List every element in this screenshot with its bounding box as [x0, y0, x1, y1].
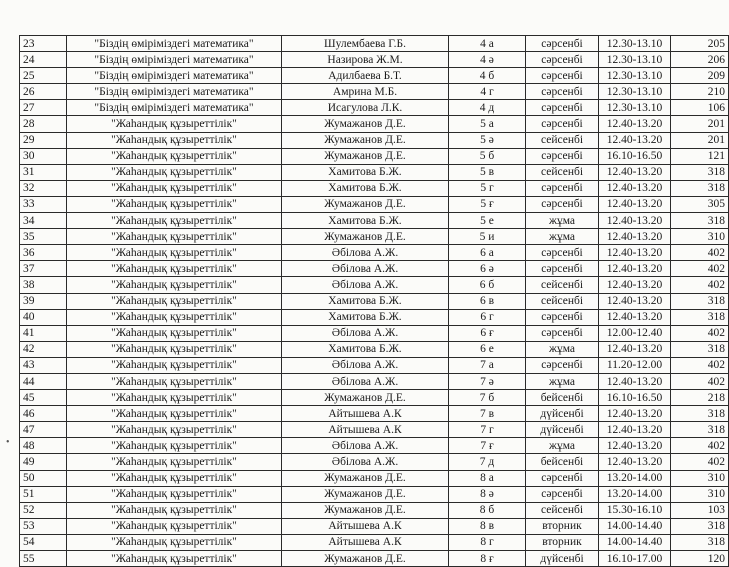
room-cell: 318 — [671, 309, 729, 325]
teacher-cell: Хамитова Б.Ж. — [282, 213, 449, 229]
class-cell: 6 ә — [449, 261, 526, 277]
room-cell: 106 — [671, 100, 729, 116]
time-cell: 12.30-13.10 — [599, 84, 671, 100]
weekday-cell: сәрсенбі — [526, 261, 599, 277]
time-cell: 12.40-13.20 — [599, 406, 671, 422]
table-row — [20, 148, 729, 164]
row-number-cell: 24 — [20, 52, 67, 68]
class-cell: 7 д — [449, 454, 526, 470]
time-cell: 12.40-13.20 — [599, 245, 671, 261]
course-name-cell: "Жаһандық құзыреттілік" — [67, 518, 282, 534]
room-cell: 318 — [671, 534, 729, 550]
row-number-cell: 45 — [20, 390, 67, 406]
weekday-cell: вторник — [526, 518, 599, 534]
room-cell: 120 — [671, 551, 729, 567]
teacher-cell: Хамитова Б.Ж. — [282, 293, 449, 309]
room-cell: 318 — [671, 518, 729, 534]
row-number-cell: 54 — [20, 534, 67, 550]
class-cell: 6 в — [449, 293, 526, 309]
time-cell: 12.40-13.20 — [599, 164, 671, 180]
course-name-cell: "Жаһандық құзыреттілік" — [67, 180, 282, 196]
room-cell: 402 — [671, 261, 729, 277]
room-cell: 206 — [671, 52, 729, 68]
time-cell: 11.20-12.00 — [599, 357, 671, 373]
room-cell: 103 — [671, 502, 729, 518]
time-cell: 12.40-13.20 — [599, 293, 671, 309]
weekday-cell: вторник — [526, 534, 599, 550]
teacher-cell: Айтышева А.К — [282, 534, 449, 550]
table-row — [20, 116, 729, 132]
weekday-cell: сейсенбі — [526, 132, 599, 148]
course-name-cell: "Жаһандық құзыреттілік" — [67, 534, 282, 550]
time-cell: 12.30-13.10 — [599, 100, 671, 116]
course-name-cell: "Жаһандық құзыреттілік" — [67, 406, 282, 422]
teacher-cell: Айтышева А.К — [282, 518, 449, 534]
weekday-cell: сейсенбі — [526, 164, 599, 180]
weekday-cell: сейсенбі — [526, 293, 599, 309]
class-cell: 8 г — [449, 534, 526, 550]
course-name-cell: "Жаһандық құзыреттілік" — [67, 373, 282, 389]
room-cell: 210 — [671, 84, 729, 100]
room-cell: 318 — [671, 406, 729, 422]
course-name-cell: "Біздің өміріміздегі математика" — [67, 52, 282, 68]
class-cell: 8 в — [449, 518, 526, 534]
teacher-cell: Жумажанов Д.Е. — [282, 116, 449, 132]
time-cell: 14.00-14.40 — [599, 518, 671, 534]
weekday-cell: сәрсенбі — [526, 470, 599, 486]
weekday-cell: дүйсенбі — [526, 406, 599, 422]
class-cell: 5 ғ — [449, 196, 526, 212]
time-cell: 12.40-13.20 — [599, 261, 671, 277]
row-number-cell: 50 — [20, 470, 67, 486]
class-cell: 5 а — [449, 116, 526, 132]
table-row — [20, 341, 729, 357]
table-row — [20, 470, 729, 486]
class-cell: 6 а — [449, 245, 526, 261]
room-cell: 205 — [671, 36, 729, 52]
row-number-cell: 31 — [20, 164, 67, 180]
class-cell: 5 г — [449, 180, 526, 196]
teacher-cell: Жумажанов Д.Е. — [282, 148, 449, 164]
row-number-cell: 26 — [20, 84, 67, 100]
table-row — [20, 309, 729, 325]
row-number-cell: 34 — [20, 213, 67, 229]
room-cell: 402 — [671, 454, 729, 470]
class-cell: 7 в — [449, 406, 526, 422]
table-row — [20, 261, 729, 277]
class-cell: 6 б — [449, 277, 526, 293]
class-cell: 4 г — [449, 84, 526, 100]
table-row — [20, 84, 729, 100]
room-cell: 318 — [671, 341, 729, 357]
course-name-cell: "Жаһандық құзыреттілік" — [67, 325, 282, 341]
table-row — [20, 325, 729, 341]
row-number-cell: 28 — [20, 116, 67, 132]
row-number-cell: 49 — [20, 454, 67, 470]
weekday-cell: дүйсенбі — [526, 551, 599, 567]
row-number-cell: 43 — [20, 357, 67, 373]
course-name-cell: "Жаһандық құзыреттілік" — [67, 164, 282, 180]
time-cell: 12.30-13.10 — [599, 52, 671, 68]
row-number-cell: 33 — [20, 196, 67, 212]
row-number-cell: 39 — [20, 293, 67, 309]
table-row — [20, 180, 729, 196]
time-cell: 12.40-13.20 — [599, 180, 671, 196]
room-cell: 310 — [671, 229, 729, 245]
table-row — [20, 518, 729, 534]
class-cell: 4 а — [449, 36, 526, 52]
course-name-cell: "Жаһандық құзыреттілік" — [67, 132, 282, 148]
row-number-cell: 23 — [20, 36, 67, 52]
teacher-cell: Хамитова Б.Ж. — [282, 309, 449, 325]
time-cell: 16.10-17.00 — [599, 551, 671, 567]
time-cell: 12.40-13.20 — [599, 116, 671, 132]
table-row — [20, 164, 729, 180]
room-cell: 318 — [671, 422, 729, 438]
time-cell: 12.30-13.10 — [599, 36, 671, 52]
weekday-cell: сейсенбі — [526, 277, 599, 293]
table-row — [20, 293, 729, 309]
time-cell: 12.30-13.10 — [599, 68, 671, 84]
row-number-cell: 48 — [20, 438, 67, 454]
table-row — [20, 357, 729, 373]
room-cell: 318 — [671, 164, 729, 180]
room-cell: 305 — [671, 196, 729, 212]
table-row — [20, 406, 729, 422]
table-row — [20, 245, 729, 261]
time-cell: 13.20-14.00 — [599, 470, 671, 486]
time-cell: 12.40-13.20 — [599, 373, 671, 389]
class-cell: 4 б — [449, 68, 526, 84]
weekday-cell: сәрсенбі — [526, 357, 599, 373]
row-number-cell: 25 — [20, 68, 67, 84]
course-name-cell: "Біздің өміріміздегі математика" — [67, 84, 282, 100]
row-number-cell: 42 — [20, 341, 67, 357]
room-cell: 218 — [671, 390, 729, 406]
class-cell: 4 ә — [449, 52, 526, 68]
course-name-cell: "Жаһандық құзыреттілік" — [67, 277, 282, 293]
schedule-table-body — [20, 36, 729, 567]
course-name-cell: "Біздің өміріміздегі математика" — [67, 68, 282, 84]
weekday-cell: сәрсенбі — [526, 148, 599, 164]
room-cell: 402 — [671, 373, 729, 389]
weekday-cell: сәрсенбі — [526, 36, 599, 52]
table-row — [20, 196, 729, 212]
weekday-cell: жұма — [526, 438, 599, 454]
teacher-cell: Жумажанов Д.Е. — [282, 132, 449, 148]
teacher-cell: Әбілова А.Ж. — [282, 277, 449, 293]
weekday-cell: жұма — [526, 229, 599, 245]
table-row — [20, 277, 729, 293]
class-cell: 8 б — [449, 502, 526, 518]
course-name-cell: "Жаһандық құзыреттілік" — [67, 293, 282, 309]
class-cell: 5 и — [449, 229, 526, 245]
weekday-cell: сәрсенбі — [526, 180, 599, 196]
class-cell: 5 б — [449, 148, 526, 164]
row-number-cell: 44 — [20, 373, 67, 389]
teacher-cell: Хамитова Б.Ж. — [282, 341, 449, 357]
time-cell: 13.20-14.00 — [599, 486, 671, 502]
table-row — [20, 213, 729, 229]
teacher-cell: Адилбаева Б.Т. — [282, 68, 449, 84]
teacher-cell: Исагулова Л.К. — [282, 100, 449, 116]
row-number-cell: 35 — [20, 229, 67, 245]
weekday-cell: сәрсенбі — [526, 196, 599, 212]
teacher-cell: Жумажанов Д.Е. — [282, 196, 449, 212]
table-row — [20, 438, 729, 454]
class-cell: 5 в — [449, 164, 526, 180]
course-name-cell: "Жаһандық құзыреттілік" — [67, 438, 282, 454]
room-cell: 121 — [671, 148, 729, 164]
class-cell: 7 а — [449, 357, 526, 373]
teacher-cell: Әбілова А.Ж. — [282, 438, 449, 454]
weekday-cell: бейсенбі — [526, 390, 599, 406]
table-row — [20, 100, 729, 116]
course-name-cell: "Жаһандық құзыреттілік" — [67, 357, 282, 373]
row-number-cell: 52 — [20, 502, 67, 518]
class-cell: 8 а — [449, 470, 526, 486]
row-number-cell: 41 — [20, 325, 67, 341]
table-row — [20, 534, 729, 550]
table-row — [20, 390, 729, 406]
time-cell: 14.00-14.40 — [599, 534, 671, 550]
teacher-cell: Жумажанов Д.Е. — [282, 551, 449, 567]
course-name-cell: "Жаһандық құзыреттілік" — [67, 229, 282, 245]
class-cell: 7 б — [449, 390, 526, 406]
time-cell: 12.40-13.20 — [599, 438, 671, 454]
row-number-cell: 47 — [20, 422, 67, 438]
course-name-cell: "Біздің өміріміздегі математика" — [67, 100, 282, 116]
course-name-cell: "Жаһандық құзыреттілік" — [67, 116, 282, 132]
row-number-cell: 51 — [20, 486, 67, 502]
room-cell: 310 — [671, 470, 729, 486]
table-row — [20, 52, 729, 68]
time-cell: 12.40-13.20 — [599, 341, 671, 357]
class-cell: 7 ғ — [449, 438, 526, 454]
room-cell: 318 — [671, 293, 729, 309]
course-name-cell: "Жаһандық құзыреттілік" — [67, 148, 282, 164]
course-name-cell: "Жаһандық құзыреттілік" — [67, 196, 282, 212]
teacher-cell: Әбілова А.Ж. — [282, 325, 449, 341]
weekday-cell: сәрсенбі — [526, 486, 599, 502]
time-cell: 12.00-12.40 — [599, 325, 671, 341]
row-number-cell: 32 — [20, 180, 67, 196]
row-number-cell: 27 — [20, 100, 67, 116]
room-cell: 318 — [671, 213, 729, 229]
course-name-cell: "Жаһандық құзыреттілік" — [67, 245, 282, 261]
teacher-cell: Жумажанов Д.Е. — [282, 229, 449, 245]
row-number-cell: 37 — [20, 261, 67, 277]
room-cell: 402 — [671, 325, 729, 341]
course-name-cell: "Жаһандық құзыреттілік" — [67, 261, 282, 277]
room-cell: 402 — [671, 245, 729, 261]
teacher-cell: Айтышева А.К — [282, 406, 449, 422]
weekday-cell: бейсенбі — [526, 454, 599, 470]
weekday-cell: сәрсенбі — [526, 52, 599, 68]
teacher-cell: Жумажанов Д.Е. — [282, 502, 449, 518]
table-row — [20, 132, 729, 148]
class-cell: 6 ғ — [449, 325, 526, 341]
table-row — [20, 373, 729, 389]
row-number-cell: 46 — [20, 406, 67, 422]
room-cell: 201 — [671, 116, 729, 132]
row-number-cell: 29 — [20, 132, 67, 148]
time-cell: 16.10-16.50 — [599, 148, 671, 164]
teacher-cell: Жумажанов Д.Е. — [282, 390, 449, 406]
weekday-cell: сейсенбі — [526, 502, 599, 518]
row-number-cell: 38 — [20, 277, 67, 293]
weekday-cell: сәрсенбі — [526, 84, 599, 100]
room-cell: 310 — [671, 486, 729, 502]
table-row — [20, 68, 729, 84]
teacher-cell: Хамитова Б.Ж. — [282, 164, 449, 180]
weekday-cell: дүйсенбі — [526, 422, 599, 438]
room-cell: 402 — [671, 438, 729, 454]
class-cell: 7 ә — [449, 373, 526, 389]
time-cell: 15.30-16.10 — [599, 502, 671, 518]
weekday-cell: жұма — [526, 373, 599, 389]
room-cell: 201 — [671, 132, 729, 148]
class-cell: 8 ғ — [449, 551, 526, 567]
time-cell: 12.40-13.20 — [599, 196, 671, 212]
teacher-cell: Әбілова А.Ж. — [282, 245, 449, 261]
time-cell: 12.40-13.20 — [599, 229, 671, 245]
time-cell: 12.40-13.20 — [599, 309, 671, 325]
row-number-cell: 36 — [20, 245, 67, 261]
teacher-cell: Назирова Ж.М. — [282, 52, 449, 68]
room-cell: 402 — [671, 277, 729, 293]
weekday-cell: сәрсенбі — [526, 325, 599, 341]
teacher-cell: Жумажанов Д.Е. — [282, 470, 449, 486]
weekday-cell: жұма — [526, 213, 599, 229]
table-row — [20, 36, 729, 52]
class-cell: 5 е — [449, 213, 526, 229]
teacher-cell: Әбілова А.Ж. — [282, 373, 449, 389]
table-row — [20, 229, 729, 245]
room-cell: 318 — [671, 180, 729, 196]
time-cell: 12.40-13.20 — [599, 422, 671, 438]
table-row — [20, 486, 729, 502]
course-name-cell: "Жаһандық құзыреттілік" — [67, 454, 282, 470]
course-name-cell: "Жаһандық құзыреттілік" — [67, 309, 282, 325]
table-row — [20, 551, 729, 567]
teacher-cell: Әбілова А.Ж. — [282, 454, 449, 470]
weekday-cell: сәрсенбі — [526, 309, 599, 325]
teacher-cell: Амрина М.Б. — [282, 84, 449, 100]
table-row — [20, 502, 729, 518]
scan-speck: • — [6, 437, 10, 448]
table-row — [20, 422, 729, 438]
teacher-cell: Шулембаева Г.Б. — [282, 36, 449, 52]
row-number-cell: 53 — [20, 518, 67, 534]
room-cell: 402 — [671, 357, 729, 373]
weekday-cell: сәрсенбі — [526, 245, 599, 261]
time-cell: 12.40-13.20 — [599, 213, 671, 229]
weekday-cell: сәрсенбі — [526, 100, 599, 116]
course-name-cell: "Жаһандық құзыреттілік" — [67, 551, 282, 567]
time-cell: 12.40-13.20 — [599, 277, 671, 293]
teacher-cell: Әбілова А.Ж. — [282, 357, 449, 373]
time-cell: 12.40-13.20 — [599, 132, 671, 148]
course-name-cell: "Жаһандық құзыреттілік" — [67, 470, 282, 486]
teacher-cell: Айтышева А.К — [282, 422, 449, 438]
course-name-cell: "Жаһандық құзыреттілік" — [67, 341, 282, 357]
class-cell: 7 г — [449, 422, 526, 438]
class-cell: 4 д — [449, 100, 526, 116]
weekday-cell: сәрсенбі — [526, 116, 599, 132]
time-cell: 16.10-16.50 — [599, 390, 671, 406]
class-cell: 6 е — [449, 341, 526, 357]
teacher-cell: Әбілова А.Ж. — [282, 261, 449, 277]
row-number-cell: 55 — [20, 551, 67, 567]
weekday-cell: сәрсенбі — [526, 68, 599, 84]
class-cell: 6 г — [449, 309, 526, 325]
course-name-cell: "Жаһандық құзыреттілік" — [67, 422, 282, 438]
room-cell: 209 — [671, 68, 729, 84]
table-row — [20, 454, 729, 470]
course-name-cell: "Жаһандық құзыреттілік" — [67, 486, 282, 502]
class-cell: 8 ә — [449, 486, 526, 502]
teacher-cell: Жумажанов Д.Е. — [282, 486, 449, 502]
time-cell: 12.40-13.20 — [599, 454, 671, 470]
course-name-cell: "Біздің өміріміздегі математика" — [67, 36, 282, 52]
row-number-cell: 40 — [20, 309, 67, 325]
class-cell: 5 ә — [449, 132, 526, 148]
row-number-cell: 30 — [20, 148, 67, 164]
course-name-cell: "Жаһандық құзыреттілік" — [67, 502, 282, 518]
schedule-table — [19, 35, 729, 567]
course-name-cell: "Жаһандық құзыреттілік" — [67, 390, 282, 406]
course-name-cell: "Жаһандық құзыреттілік" — [67, 213, 282, 229]
teacher-cell: Хамитова Б.Ж. — [282, 180, 449, 196]
weekday-cell: жұма — [526, 341, 599, 357]
